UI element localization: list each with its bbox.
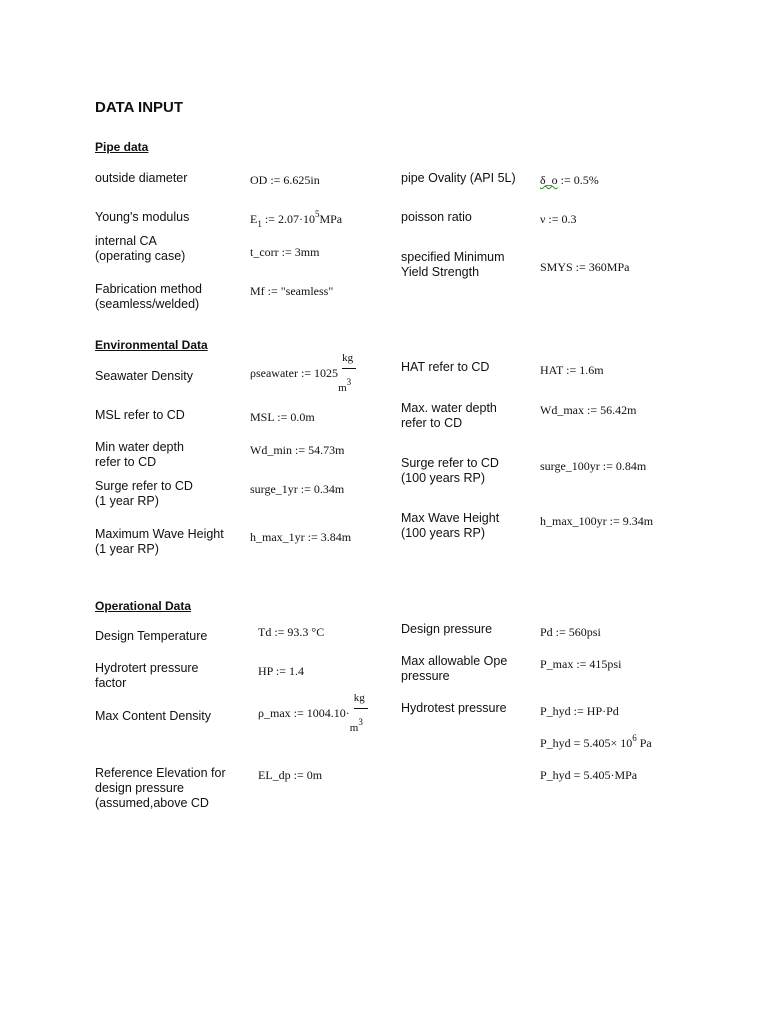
- td-label: Design Temperature: [95, 629, 208, 643]
- hmax1-label-line-1: Maximum Wave Height: [95, 527, 224, 541]
- youngs-exponent: 5: [314, 209, 320, 219]
- pipe-data-heading: Pipe data: [95, 140, 149, 154]
- td-equation: Td := 93.3 °C: [258, 625, 325, 639]
- seawater-unit-denominator: $m^3$: [338, 377, 352, 394]
- ovality-symbol: δ_o: [540, 173, 558, 187]
- wdmax-label-line-2: refer to CD: [401, 416, 463, 430]
- hmax100-label-line-1: Max Wave Height: [401, 511, 500, 525]
- pd-label: Design pressure: [401, 622, 493, 636]
- surge1-label-line-1: Surge refer to CD: [95, 479, 193, 493]
- smys-label-line-1: specified Minimum: [401, 250, 505, 264]
- hmax1-label-line-2: (1 year RP): [95, 542, 159, 556]
- op-data-heading: Operational Data: [95, 599, 192, 613]
- seawater-unit-numerator: kg: [342, 352, 354, 364]
- surge1-label: [95, 479, 193, 509]
- youngs-unit: MPa: [319, 212, 343, 226]
- ovality-value: := 0.5%: [560, 173, 599, 187]
- hmax100-label-line-2: (100 years RP): [401, 526, 486, 540]
- seawater-value: ρseawater := 1025: [250, 365, 339, 380]
- pmax-equation: P_max := 415psi: [540, 657, 622, 671]
- seawater-unit-fraction: [338, 352, 359, 394]
- phyd-result-pa-unit: Pa: [639, 736, 652, 750]
- surge100-equation: surge_100yr := 0.84m: [540, 459, 647, 473]
- wdmax-label: [401, 401, 497, 431]
- pmax-label: [401, 654, 507, 684]
- ca-label-line-2: (operating case): [95, 249, 186, 263]
- phyd-definition: P_hyd := HP·Pd: [540, 704, 619, 718]
- smys-label: [401, 250, 505, 280]
- fab-label: [95, 282, 202, 312]
- pmax-label-line-2: pressure: [401, 669, 450, 683]
- surge100-label-line-2: (100 years RP): [401, 471, 486, 485]
- msl-equation: MSL := 0.0m: [250, 410, 315, 424]
- el-label-line-2: design pressure: [95, 781, 184, 795]
- rho-label: Max Content Density: [95, 709, 212, 723]
- smys-equation: SMYS := 360MPa: [540, 260, 630, 274]
- phyd-result-mpa: P_hyd = 5.405·MPa: [540, 768, 638, 782]
- hmax1-equation: h_max_1yr := 3.84m: [250, 530, 352, 544]
- hp-equation: HP := 1.4: [258, 664, 304, 678]
- wdmin-label-line-1: Min water depth: [95, 440, 184, 454]
- el-label-line-1: Reference Elevation for: [95, 766, 226, 780]
- youngs-equation: [250, 209, 343, 229]
- od-label: outside diameter: [95, 171, 188, 185]
- surge1-equation: surge_1yr := 0.34m: [250, 482, 345, 496]
- phyd-result-pa-value: P_hyd = 5.405× 10: [540, 736, 633, 750]
- rho-equation: [258, 692, 371, 734]
- rho-unit-denominator: $m^3$: [349, 717, 363, 734]
- phyd-label: Hydrotest pressure: [401, 701, 507, 715]
- wdmax-equation: Wd_max := 56.42m: [540, 403, 637, 417]
- el-label: [95, 766, 226, 811]
- poisson-label: poisson ratio: [401, 210, 472, 224]
- el-label-line-3: (assumed,above CD: [95, 796, 209, 810]
- od-equation: OD := 6.625in: [250, 173, 320, 187]
- seawater-equation: [250, 352, 359, 394]
- poisson-equation: ν := 0.3: [540, 212, 577, 226]
- wdmin-label: [95, 440, 184, 470]
- env-data-heading: Environmental Data: [95, 338, 208, 352]
- fab-label-line-1: Fabrication method: [95, 282, 203, 296]
- phyd-result-pa: [540, 733, 652, 751]
- hat-label: HAT refer to CD: [401, 360, 490, 374]
- rho-unit-fraction: [349, 692, 371, 734]
- fraction-bar: [342, 368, 356, 369]
- wdmin-equation: Wd_min := 54.73m: [250, 443, 345, 457]
- wdmax-label-line-1: Max. water depth: [401, 401, 497, 415]
- youngs-label: Young's modulus: [95, 210, 190, 224]
- youngs-subscript: 1: [257, 219, 262, 229]
- hp-label-line-1: Hydrotert pressure: [95, 661, 199, 675]
- ca-label-line-1: internal CA: [95, 234, 157, 248]
- hat-equation: HAT := 1.6m: [540, 363, 604, 377]
- pd-equation: Pd := 560psi: [540, 625, 601, 639]
- surge100-label: [401, 456, 499, 486]
- ovality-equation: [540, 173, 599, 188]
- fab-equation: Mf := "seamless": [250, 284, 334, 298]
- fraction-bar: [354, 708, 368, 709]
- seawater-label: Seawater Density: [95, 369, 193, 383]
- ovality-label: pipe Ovality (API 5L): [401, 171, 516, 185]
- youngs-symbol: E: [250, 212, 258, 226]
- youngs-mid: := 2.07·10: [264, 212, 315, 226]
- hmax100-label: [401, 511, 499, 541]
- ca-equation: t_corr := 3mm: [250, 245, 320, 259]
- hmax1-label: [95, 527, 224, 557]
- phyd-result-pa-exponent: 6: [632, 733, 637, 743]
- surge1-label-line-2: (1 year RP): [95, 494, 159, 508]
- wdmin-label-line-2: refer to CD: [95, 455, 157, 469]
- rho-value: ρ_max := 1004.10·: [258, 705, 350, 720]
- el-equation: EL_dp := 0m: [258, 768, 323, 782]
- msl-label: MSL refer to CD: [95, 408, 185, 422]
- hp-label: [95, 661, 199, 691]
- hp-label-line-2: factor: [95, 676, 127, 690]
- rho-unit-numerator: kg: [353, 692, 365, 704]
- ca-label: [95, 234, 185, 264]
- hmax100-equation: h_max_100yr := 9.34m: [540, 514, 654, 528]
- pmax-label-line-1: Max allowable Ope: [401, 654, 508, 668]
- surge100-label-line-1: Surge refer to CD: [401, 456, 499, 470]
- smys-label-line-2: Yield Strength: [401, 265, 480, 279]
- fab-label-line-2: (seamless/welded): [95, 297, 200, 311]
- page-title: DATA INPUT: [95, 99, 184, 116]
